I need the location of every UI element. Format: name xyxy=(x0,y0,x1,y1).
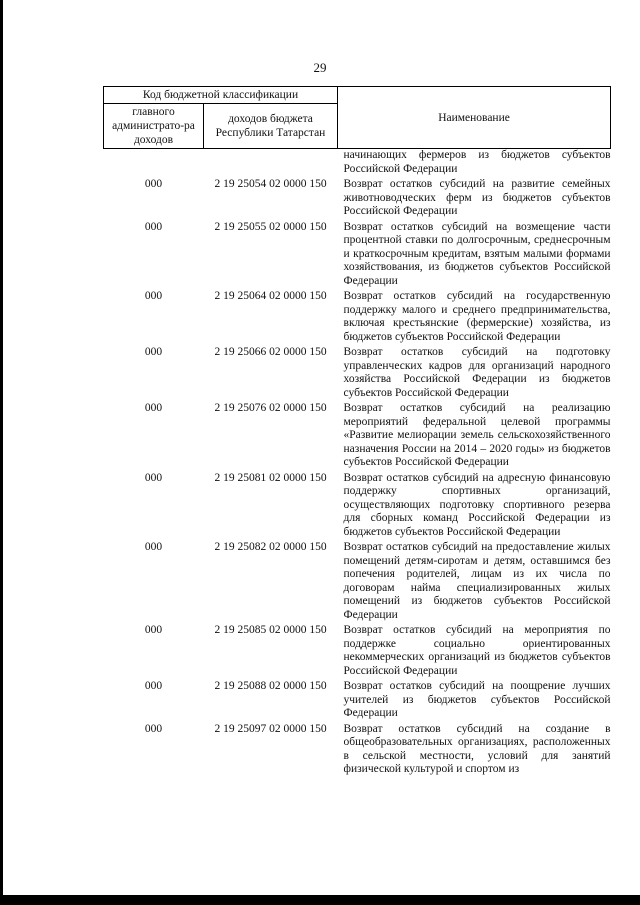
admin-code-cell: 000 xyxy=(144,722,163,735)
continuation-text: начинающих фермеров из бюджетов субъектов Российской Федерации xyxy=(343,149,611,175)
admin-code-cell: 000 xyxy=(144,178,163,190)
admin-code-cell: 000 xyxy=(144,346,163,358)
page-bottom-edge xyxy=(0,895,640,905)
name-cell: Возврат остатков субсидий на поощрение лучших учителей из бюджетов субъектов Российской Федерации xyxy=(343,680,611,719)
table-row xyxy=(104,622,611,678)
admin-code-cell: 000 xyxy=(144,402,163,414)
header-budget-classification-code: Код бюджетной классификации xyxy=(104,87,338,104)
revenue-code-cell: 2 19 25076 02 0000 150 xyxy=(214,402,327,414)
name-cell: Возврат остатков субсидий на адресную финансовую поддержку спортивных организаций, осуществляющих подготовку спортивного резерва для сборных команд Российской Федерации из бюджетов субъектов Российской Федерации xyxy=(343,471,611,538)
table-row xyxy=(104,721,611,777)
table-row xyxy=(104,470,611,540)
table-row xyxy=(104,400,611,470)
revenue-code-cell: 2 19 25054 02 0000 150 xyxy=(214,178,327,190)
name-cell: Возврат остатков субсидий на создание в общеобразовательных организациях, расположенных в сельской местности, условий для занятий физической культурой и спортом из xyxy=(343,722,611,775)
revenue-code-cell: 2 19 25064 02 0000 150 xyxy=(214,290,327,302)
table-row xyxy=(104,176,611,219)
name-cell: Возврат остатков субсидий на возмещение части процентной ставки по долгосрочным, среднесрочным и краткосрочным кредитам, взятым малыми формами хозяйствования, из бюджетов субъектов Российской Федерации xyxy=(343,220,611,287)
table-header xyxy=(104,87,611,149)
header-name: Наименование xyxy=(338,87,611,149)
revenue-code-cell: 2 19 25082 02 0000 150 xyxy=(214,541,327,553)
admin-code-cell: 000 xyxy=(144,290,163,302)
table-row xyxy=(104,539,611,622)
name-cell: Возврат остатков субсидий на развитие семейных животноводческих ферм из бюджетов субъектов Российской Федерации xyxy=(343,178,611,217)
name-cell: Возврат остатков субсидий на реализацию мероприятий федеральной целевой программы «Развитие мелиорации земель сельскохозяйственного назначения России на 2014 – 2020 годы» из бюджетов субъектов Российской Федерации xyxy=(343,402,611,468)
header-admin-column: главного администрато-ра доходов xyxy=(104,104,204,149)
table-row xyxy=(104,219,611,289)
table-row xyxy=(104,678,611,721)
admin-code-cell: 000 xyxy=(144,541,163,553)
name-cell: Возврат остатков субсидий на предоставление жилых помещений детям-сиротам и детям, оставшимся без попечения родителей, лицам из их числа по договорам найма специализированных жилых помещений из бюджетов субъектов Российской Федерации xyxy=(343,541,611,621)
admin-code-cell: 000 xyxy=(144,220,163,233)
revenue-code-cell: 2 19 25055 02 0000 150 xyxy=(214,220,327,233)
page-number: 29 xyxy=(313,60,327,75)
admin-code-cell: 000 xyxy=(144,471,163,484)
revenue-code-cell: 2 19 25088 02 0000 150 xyxy=(214,680,327,692)
revenue-code-cell: 2 19 25066 02 0000 150 xyxy=(214,346,327,358)
revenue-code-cell: 2 19 25097 02 0000 150 xyxy=(214,722,327,735)
table-body xyxy=(104,149,611,777)
admin-code-cell: 000 xyxy=(144,624,163,636)
name-cell: Возврат остатков субсидий на подготовку управленческих кадров для организаций народного хозяйства Российской Федерации из бюджетов субъектов Российской Федерации xyxy=(343,346,611,399)
continuation-row xyxy=(104,149,611,177)
admin-code-cell: 000 xyxy=(144,680,163,692)
revenue-code-cell: 2 19 25085 02 0000 150 xyxy=(214,624,327,636)
page-left-edge xyxy=(0,0,3,905)
name-cell: Возврат остатков субсидий на государственную поддержку малого и среднего предпринимательства, включая крестьянские (фермерские) хозяйства, из бюджетов субъектов Российской Федерации xyxy=(343,290,611,343)
table-row xyxy=(104,344,611,400)
revenue-code-cell: 2 19 25081 02 0000 150 xyxy=(214,471,327,484)
name-cell: Возврат остатков субсидий на мероприятия по поддержке социально ориентированных некоммерческих организаций из бюджетов субъектов Российской Федерации xyxy=(343,624,611,677)
table-row xyxy=(104,288,611,344)
budget-classification-table xyxy=(103,86,611,777)
header-revenue-column: доходов бюджета Республики Татарстан xyxy=(204,104,338,149)
